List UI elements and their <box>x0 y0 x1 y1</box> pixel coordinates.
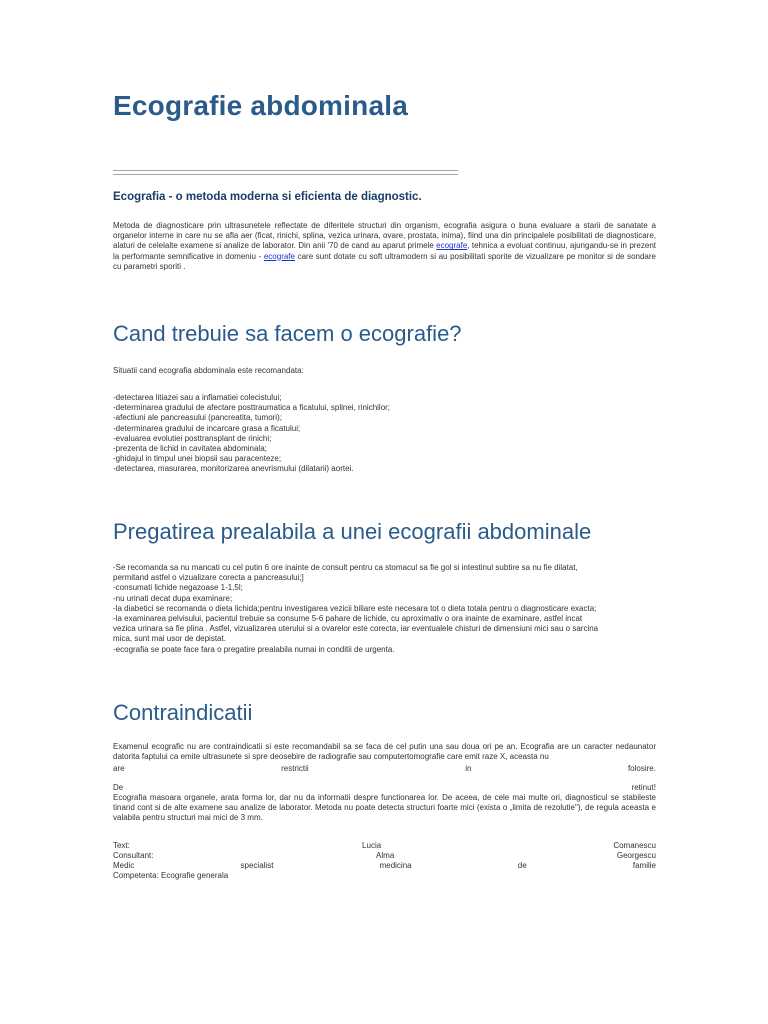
article-subtitle: Ecografia - o metoda moderna si eficienta de diagnostic. <box>113 191 422 203</box>
intro-text-3: care sunt dotate cu soft ultramodern si au posibilitati sporite de vizualizare pe monitor si de sondare cu parametri sporiti . <box>113 251 656 271</box>
contraindications-paragraph: Examenul ecografic nu are contraindicatii si este recomandabil sa se faca de cel putin una sau doua ori pe an. Ecografia are un caracter nedaunator datorita faptului ca emite ultrasunete si spre deosebire de radiografie sau computertomografie care emit raze X, aceasta nu <box>113 742 656 762</box>
credit-label: Consultant: <box>113 851 154 860</box>
credit-consultant <box>113 851 656 861</box>
list-item: permitand astfel o vizualizare corecta a pancreasului;] <box>113 573 304 583</box>
list-item: -ghidajul in timpul unei biopsii sau paracenteze; <box>113 454 282 464</box>
word: restrictii <box>281 764 309 773</box>
list-item: -ecografia se poate face fara o pregatire prealabila numai in conditii de urgenta. <box>113 644 395 654</box>
word: retinut! <box>631 783 656 792</box>
word: de <box>517 861 527 870</box>
list-item: vezica urinara sa fie plina . Astfel, vizualizarea uterului si a ovarelor este corecta, iar eventualele chisturi de dimensiuni mici sau o sarcina <box>113 624 599 634</box>
horizontal-divider <box>113 170 458 175</box>
word: in <box>465 764 472 773</box>
ecografe-link-2[interactable]: ecografe <box>263 251 295 261</box>
credit-author <box>113 841 656 851</box>
list-item: -detectarea, masurarea, monitorizarea anevrismului (dilatarii) aortei. <box>113 464 354 474</box>
word: folosire. <box>627 764 656 773</box>
list-item: -determinarea gradului de incarcare grasa a ficatului; <box>113 423 301 433</box>
section-heading-preparation: Pregatirea prealabila a unei ecografii abdominale <box>113 519 592 544</box>
word: Medic <box>113 861 135 870</box>
list-item: -afectiuni ale pancreasului (pancreatita, tumori); <box>113 413 282 423</box>
section-heading-contraindications: Contraindicatii <box>113 700 253 725</box>
list-item: -detectarea litiazei sau a inflamatiei colecistului; <box>113 393 282 402</box>
list-item: -prezenta de lichid in cavitatea abdominala; <box>113 444 267 454</box>
word: specialist <box>240 861 274 870</box>
word: are <box>113 764 125 773</box>
preparation-list <box>113 563 656 655</box>
intro-paragraph <box>113 221 656 272</box>
credit-last-name: Georgescu <box>616 851 656 860</box>
ecografe-link-1[interactable]: ecografe <box>436 241 468 251</box>
list-item: -Se recomanda sa nu mancati cu cel putin 6 ore inainte de consult pentru ca stomacul sa fie gol si intestinul subtire sa nu fie dilatat, <box>113 563 578 572</box>
list-item: -nu urinati decat dupa examinare; <box>113 593 233 603</box>
justified-last-line <box>113 764 656 774</box>
list-item: mica, sunt mai usor de depistat. <box>113 634 226 644</box>
list-item: -consumati lichide negazoase 1-1,5l; <box>113 583 243 593</box>
credit-competence: Competenta: Ecografie generala <box>113 871 229 880</box>
section-heading-when: Cand trebuie sa facem o ecografie? <box>113 321 462 346</box>
intro-text-1: Metoda de diagnosticare prin ultrasunetele reflectate de diferitele structuri din organism, ecografia asigura o buna evaluare a starii de sanatate a organelor interne in care nu se afla aer (ficat, rinichi, splina, vezica urinara, ovare, prostata, inima), fiind una din principalele posibilitati de diagnosticare, alaturi de celelalte examene si analize de laborator. Din anii '70 de cand au aparut primele <box>113 221 656 251</box>
list-item: -la examinarea pelvisului, pacientul trebuie sa consume 5-6 pahare de lichide, cu aproximativ o ora inainte de examinare, astfel incat <box>113 614 583 624</box>
credit-last-name: Comanescu <box>613 841 656 850</box>
page-title: Ecografie abdominala <box>113 90 408 121</box>
word: medicina <box>379 861 412 870</box>
note-paragraph: Ecografia masoara organele, arata forma lor, dar nu da informatii despre functionarea lor. De aceea, de cele mai multe ori, diagnosticul se stabileste tinand cont si de alte examene sau analize de laborator. Metoda nu poate detecta structuri foarte mici (exista o „limita de rezolutie"), de regula aceasta e valabila pentru structuri mai mici de 3 mm. <box>113 793 656 823</box>
list-item: -la diabetici se recomanda o dieta lichida;pentru investigarea vezicii biliare este necesara tot o dieta totala pentru o diagnosticare exacta; <box>113 603 597 613</box>
credit-label: Text: <box>113 841 130 850</box>
credit-first-name: Alma <box>376 851 395 860</box>
list-item: -determinarea gradului de afectare posttraumatica a ficatului, splinei, rinichilor; <box>113 403 391 413</box>
indications-list <box>113 393 656 475</box>
credit-specialty <box>113 861 656 871</box>
intro-text-2: , tehnica a evoluat continuu, ajungandu-se in prezent la performante semnificative in domeniu - <box>113 241 656 261</box>
credit-first-name: Lucia <box>362 841 382 850</box>
section-lead: Situatii cand ecografia abdominala este recomandata: <box>113 366 304 375</box>
list-item: -evaluarea evolutiei posttransplant de rinichi; <box>113 433 272 443</box>
word: De <box>113 783 124 792</box>
word: familie <box>632 861 656 870</box>
retinut-line <box>113 783 656 793</box>
